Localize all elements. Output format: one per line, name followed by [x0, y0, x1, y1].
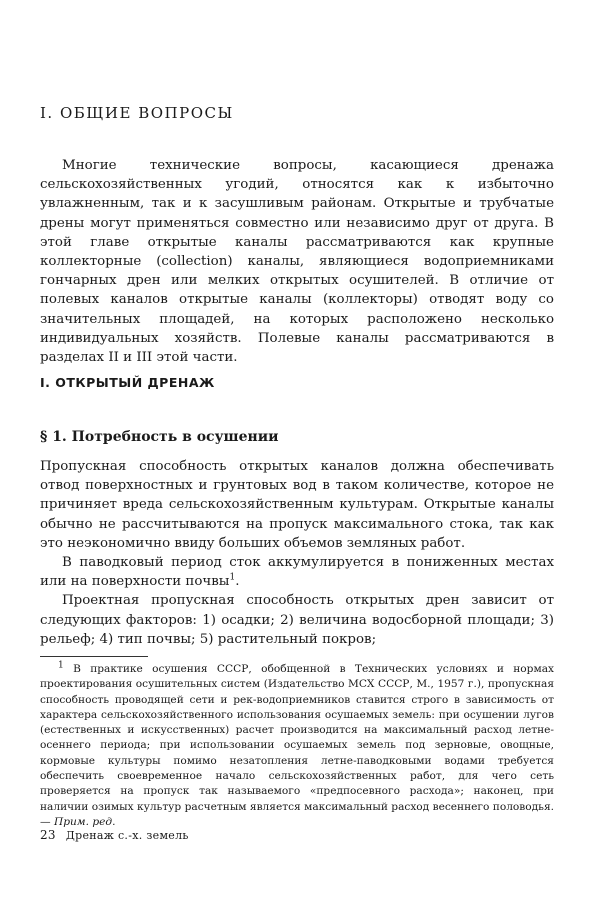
section-body: [40, 457, 554, 649]
section-paragraph-1: Пропускная способность открытых каналов должна обеспечивать отвод поверхностных и грунтовых вод в таком количестве, которое не причиняет вреда сельскохозяйственным культурам. Открытые каналы обычно не рассчитываются на пропуск максимального стока, так как это неэкономично ввиду больших объемов земляных работ.: [40, 459, 554, 551]
footnote-text: В практике осушения СССР, обобщенной в Технических условиях и нормах проектирования осушительных систем (Издательство МСХ СССР, М., 1957 г.), пропускная способность проводящей сети и рек-водоприемников ставится строго в зависимость от характера сельскохозяйственного использования осушаемых земель: при осушении лугов (естественных и искусственных) расчет производится на максимальный расход летне-осеннего периода; при использовании осушаемых земель под зерновые, овощные, кормовые культуры помимо незатопления летне-паводковыми водами требуется обеспечить своевременное начало сельскохозяйственных работ, для чего сеть проверяется на пропуск так называемого «предпосевного расхода»; наконец, при наличии озимых культур расчетным является максимальный расход весеннего половодья.—: [40, 663, 554, 828]
signature-text: Дренаж с.-х. земель: [65, 829, 189, 842]
footnote-reference: 1: [229, 572, 236, 583]
section-paragraph-2-text: В паводковый период сток аккумулируется в пониженных местах или на поверхности почвы: [40, 555, 554, 590]
footnote-marker: 1: [58, 660, 64, 671]
section-title: § 1. Потребность в осушении: [40, 429, 279, 445]
subheading: I. ОТКРЫТЫЙ ДРЕНАЖ: [40, 375, 215, 390]
footnote: [40, 662, 554, 830]
footnote-divider: [40, 656, 148, 657]
signature-number: 23: [40, 828, 56, 842]
section-paragraph-3: Проектная пропускная способность открытых дрен зависит от следующих факторов: 1) осадки; 2) величина водосборной площади; 3) рельеф; 4) тип почвы; 5) растительный покров;: [40, 593, 554, 647]
chapter-heading: I. ОБЩИЕ ВОПРОСЫ: [40, 104, 234, 122]
printer-signature: [40, 828, 189, 842]
section-paragraph-2: В паводковый период сток аккумулируется в пониженных местах или на поверхности почвы$^1$.: [40, 555, 554, 590]
intro-paragraph: Многие технические вопросы, касающиеся дренажа сельскохозяйственных угодий, относятся как к избыточно увлажненным, так и к засушливым районам. Открытые и трубчатые дрены могут применяться совместно или независимо друг от друга. В этой главе открытые каналы рассматриваются как крупные коллекторные (collection) каналы, являющиеся водоприемниками гончарных дрен или мелких открытых осушителей. В отличие от полевых каналов открытые каналы (коллекторы) отводят воду со значительных площадей, на которых расположено несколько индивидуальных хозяйств. Полевые каналы рассматриваются в разделах II и III этой части.: [40, 158, 554, 366]
footnote-note: Прим. ред.: [53, 815, 116, 828]
